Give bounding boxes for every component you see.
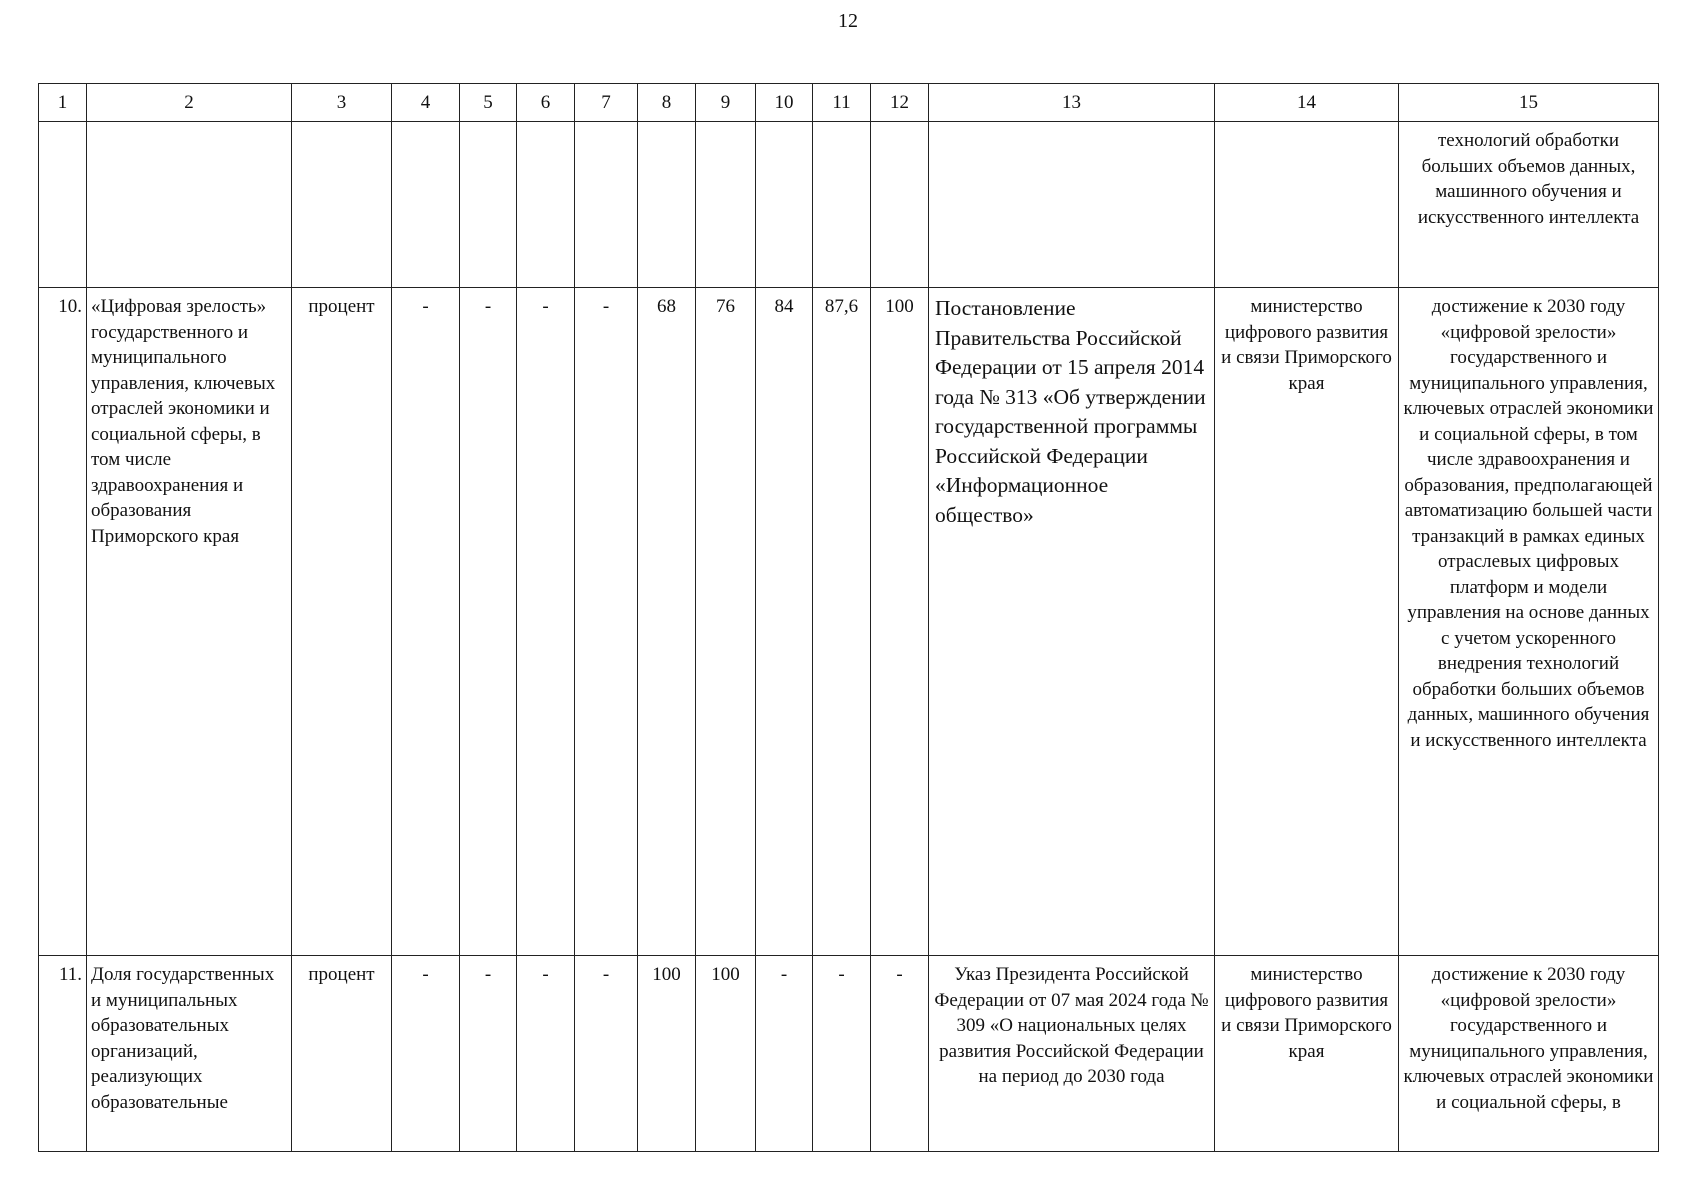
value-cell: 87,6 [813, 288, 871, 956]
column-header: 5 [460, 84, 517, 122]
value-cell: 100 [696, 956, 756, 1152]
value-cell: - [517, 956, 575, 1152]
row-number: 10. [39, 288, 87, 956]
value-cell: 100 [638, 956, 696, 1152]
value-cell [696, 122, 756, 288]
value-cell: - [575, 288, 638, 956]
column-header: 9 [696, 84, 756, 122]
value-cell: - [517, 288, 575, 956]
column-header: 13 [929, 84, 1215, 122]
value-cell: - [756, 956, 813, 1152]
legal-basis: Указ Президента Российской Федерации от 07 мая 2024 года № 309 «О национальных целях развития Российской Федерации на период до 2030 года [929, 956, 1215, 1152]
indicator-name [87, 122, 292, 288]
legal-basis [929, 122, 1215, 288]
value-cell: - [813, 956, 871, 1152]
value-cell: - [460, 956, 517, 1152]
column-header: 10 [756, 84, 813, 122]
responsible-body: министерство цифрового развития и связи Приморского края [1215, 956, 1399, 1152]
value-cell: - [575, 956, 638, 1152]
goal-description: достижение к 2030 году «цифровой зрелости» государственного и муниципального управления, ключевых отраслей экономики и социальной сферы, в том числе здравоохранения и образования, предполагающей автоматизацию большей части транзакций в рамках единых отраслевых цифровых платформ и модели управления на основе данных с учетом ускоренного внедрения технологий обработки больших объемов данных, машинного обучения и искусственного интеллекта [1399, 288, 1659, 956]
value-cell [756, 122, 813, 288]
indicators-table [38, 83, 1659, 1152]
value-cell: - [392, 956, 460, 1152]
column-header: 1 [39, 84, 87, 122]
unit: процент [292, 288, 392, 956]
table-row [39, 956, 1659, 1152]
value-cell [638, 122, 696, 288]
column-header: 15 [1399, 84, 1659, 122]
value-cell [575, 122, 638, 288]
value-cell: - [871, 956, 929, 1152]
column-header: 14 [1215, 84, 1399, 122]
value-cell [460, 122, 517, 288]
value-cell: 68 [638, 288, 696, 956]
column-header: 2 [87, 84, 292, 122]
column-header: 11 [813, 84, 871, 122]
column-header: 3 [292, 84, 392, 122]
legal-basis: Постановление Правительства Российской Федерации от 15 апреля 2014 года № 313 «Об утверждении государственной программы Российской Федерации «Информационное общество» [929, 288, 1215, 956]
table-row-continued [39, 122, 1659, 288]
goal-description: технологий обработки больших объемов данных, машинного обучения и искусственного интеллекта [1399, 122, 1659, 288]
table-row [39, 288, 1659, 956]
value-cell [871, 122, 929, 288]
value-cell: 76 [696, 288, 756, 956]
value-cell: 100 [871, 288, 929, 956]
column-number-header-row [39, 84, 1659, 122]
row-number [39, 122, 87, 288]
unit: процент [292, 956, 392, 1152]
value-cell: - [392, 288, 460, 956]
column-header: 6 [517, 84, 575, 122]
indicator-name: «Цифровая зрелость» государственного и муниципального управления, ключевых отраслей экономики и социальной сферы, в том числе здравоохранения и образования Приморского края [87, 288, 292, 956]
value-cell [392, 122, 460, 288]
indicator-name: Доля государственных и муниципальных образовательных организаций, реализующих образовательные [87, 956, 292, 1152]
row-number: 11. [39, 956, 87, 1152]
page-number: 12 [838, 10, 858, 32]
responsible-body [1215, 122, 1399, 288]
value-cell [813, 122, 871, 288]
goal-description: достижение к 2030 году «цифровой зрелости» государственного и муниципального управления, ключевых отраслей экономики и социальной сферы, в [1399, 956, 1659, 1152]
value-cell: - [460, 288, 517, 956]
value-cell [517, 122, 575, 288]
unit [292, 122, 392, 288]
column-header: 4 [392, 84, 460, 122]
column-header: 7 [575, 84, 638, 122]
value-cell: 84 [756, 288, 813, 956]
column-header: 8 [638, 84, 696, 122]
column-header: 12 [871, 84, 929, 122]
responsible-body: министерство цифрового развития и связи Приморского края [1215, 288, 1399, 956]
